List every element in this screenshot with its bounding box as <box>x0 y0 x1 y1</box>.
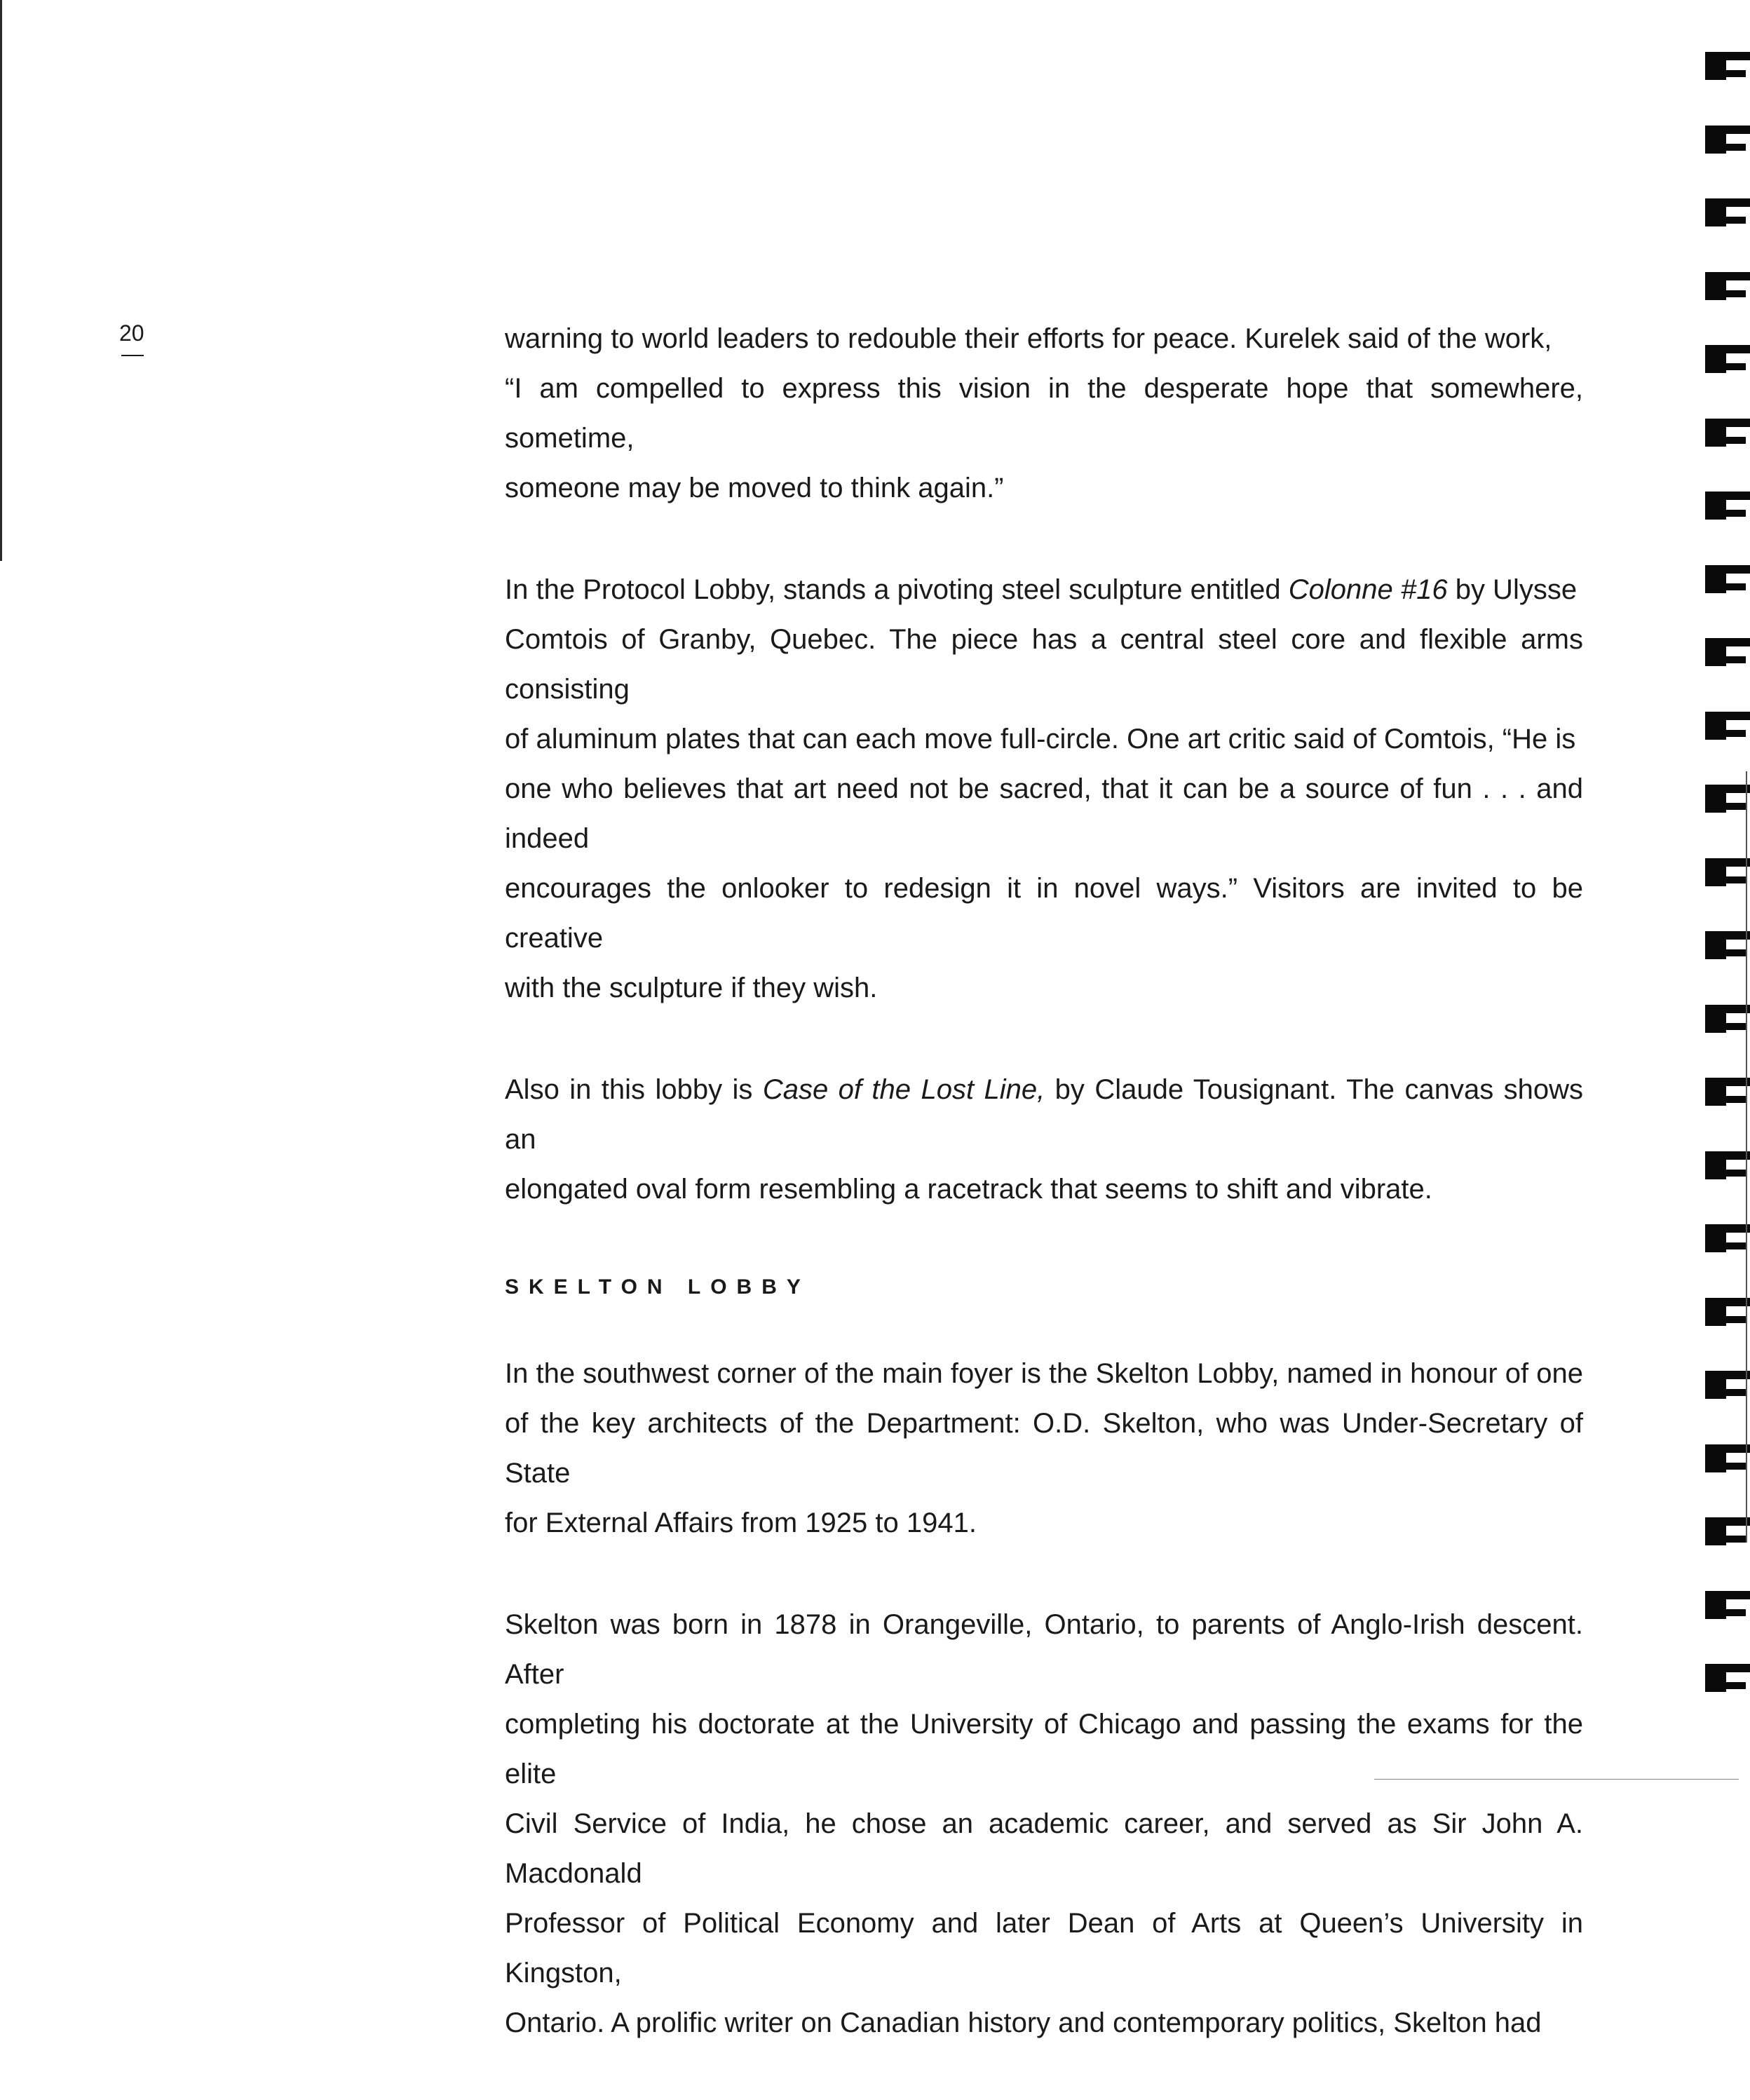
paragraph-skelton-lobby: In the southwest corner of the main foyer is the Skelton Lobby, named in honour of one of the key architects of the Department: O.D. Skelton, who was Under-Secretary of State for External Affairs from 1925 to 1941. <box>505 1358 1583 1538</box>
binding-ring <box>1700 562 1750 593</box>
paragraph-protocol-lobby <box>505 565 1583 1013</box>
binding-ring <box>1700 49 1750 80</box>
paragraph-protocol-lobby-text-2: by Ulysse Comtois of Granby, Quebec. The piece has a central steel core and flexible arms consisting of aluminum plates that can each move full-circle. One art critic said of Comtois, “He is one who believes that art need not be sacred, that it can be a source of fun . . . and indeed encourages the onlooker to redesign it in novel ways.” Visitors are invited to be creative with the sculpture if they wish. <box>505 574 1583 1003</box>
binding-ring <box>1700 1149 1750 1179</box>
paragraph-lost-line-text-2: by Claude Tousignant. The canvas shows an elongated oval form resembling a racetrack that seems to shift and vibrate. <box>505 1074 1584 1205</box>
artwork-title-lost-line: Case of the Lost Line, <box>762 1074 1045 1105</box>
section-heading-skelton-lobby: SKELTON LOBBY <box>505 1275 810 1299</box>
page-body <box>505 314 1583 2100</box>
binding-ring <box>1700 416 1750 447</box>
page-number-rule <box>121 355 144 356</box>
spiral-binding <box>1694 49 1750 1732</box>
binding-ring <box>1700 342 1750 373</box>
paragraph-lost-line-text-1: Also in this lobby is <box>505 1074 763 1105</box>
binding-ring <box>1700 489 1750 520</box>
paragraph-protocol-lobby-text-1: In the Protocol Lobby, stands a pivoting steel sculpture entitled <box>505 574 1289 605</box>
binding-ring <box>1700 709 1750 740</box>
binding-ring <box>1700 269 1750 300</box>
binding-ring <box>1700 1515 1750 1545</box>
artwork-title-colonne: Colonne #16 <box>1288 574 1448 605</box>
page-bottom-edge <box>1374 1779 1739 1780</box>
page-right-edge <box>1746 771 1747 1543</box>
binding-ring <box>1700 1442 1750 1472</box>
binding-ring <box>1700 1075 1750 1106</box>
binding-ring <box>1700 782 1750 813</box>
binding-ring <box>1700 1221 1750 1252</box>
binding-ring <box>1700 1661 1750 1692</box>
page-left-edge <box>0 0 2 561</box>
binding-ring <box>1700 1295 1750 1326</box>
binding-ring <box>1700 928 1750 959</box>
page-number: 20 <box>119 320 144 346</box>
binding-ring <box>1700 1002 1750 1033</box>
binding-ring <box>1700 855 1750 886</box>
paragraph-kurelek-quote: warning to world leaders to redouble their efforts for peace. Kurelek said of the work, “I am compelled to express this vision in the desperate hope that somewhere, sometime, someone may be moved to think again.” <box>505 323 1583 503</box>
binding-ring <box>1700 196 1750 226</box>
binding-ring <box>1700 1588 1750 1619</box>
paragraph-skelton-biography: Skelton was born in 1878 in Orangeville, Ontario, to parents of Anglo-Irish descent. After completing his doctorate at the University of Chicago and passing the exams for the elite Civil Service of India, he chose an academic career, and served as Sir John A. Macdonald Professor of Political Economy and later Dean of Arts at Queen’s University in Kingston, Ontario. A prolific writer on Canadian history and contemporary politics, Skelton had <box>505 1609 1583 2038</box>
binding-ring <box>1700 635 1750 666</box>
paragraph-lost-line <box>505 1065 1583 1214</box>
binding-ring <box>1700 123 1750 154</box>
binding-ring <box>1700 1368 1750 1399</box>
